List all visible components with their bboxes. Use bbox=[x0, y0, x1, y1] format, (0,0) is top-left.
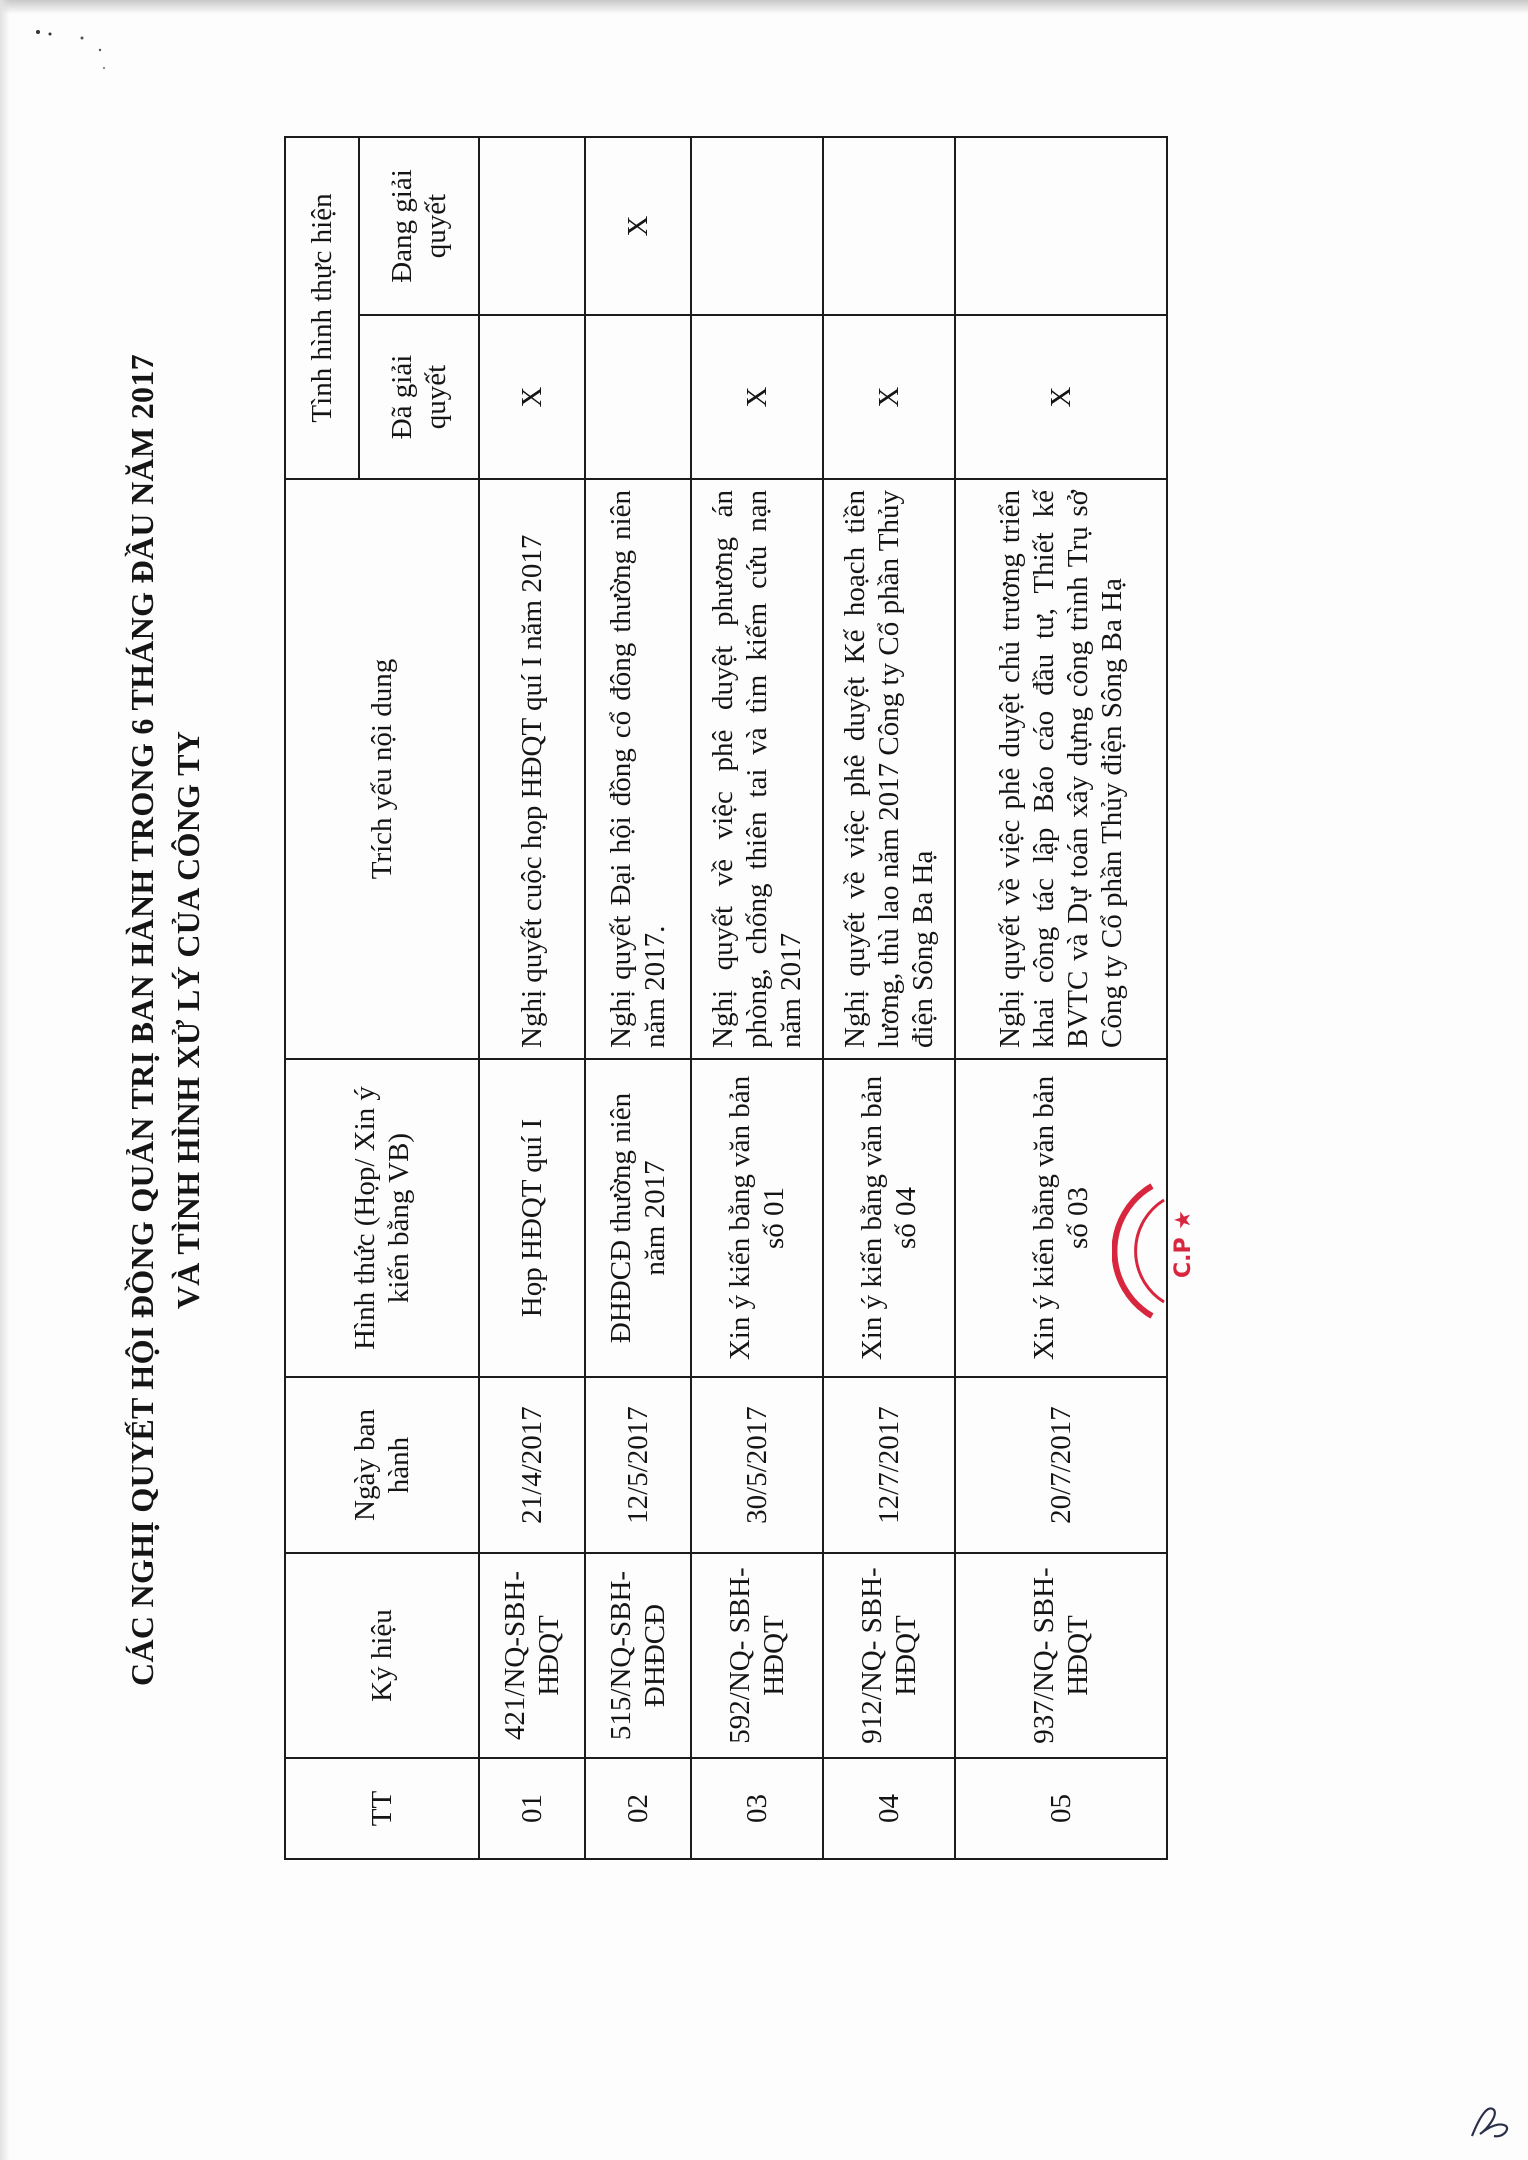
cell-hinh-thuc: Xin ý kiến bằng văn bản số 01 bbox=[691, 1059, 823, 1377]
cell-ky-hieu: 421/NQ-SBH-HĐQT bbox=[479, 1553, 585, 1758]
cell-hinh-thuc: Xin ý kiến bằng văn bản số 03 bbox=[955, 1059, 1167, 1377]
table-row bbox=[823, 137, 955, 1859]
cell-trich-yeu: Nghị quyết về việc phê duyệt phương án phòng, chống thiên tai và tìm kiếm cứu nạn năm 2017 bbox=[691, 479, 823, 1059]
document-title: CÁC NGHỊ QUYẾT HỘI ĐỒNG QUẢN TRỊ BAN HÀNH TRONG 6 THÁNG ĐẦU NĂM 2017 bbox=[124, 354, 160, 1686]
cell-trich-yeu: Nghị quyết cuộc họp HĐQT quí I năm 2017 bbox=[479, 479, 585, 1059]
company-seal-stamp bbox=[1112, 1166, 1282, 1336]
cell-tt: 02 bbox=[585, 1758, 691, 1859]
header-ky-hieu: Ký hiệu bbox=[285, 1553, 479, 1758]
cell-da: X bbox=[823, 315, 955, 479]
header-ngay-ban-hanh: Ngày ban hành bbox=[285, 1377, 479, 1553]
cell-ngay: 20/7/2017 bbox=[955, 1377, 1167, 1553]
cell-trich-yeu: Nghị quyết Đại hội đồng cổ đông thường niên năm 2017. bbox=[585, 479, 691, 1059]
cell-ngay: 21/4/2017 bbox=[479, 1377, 585, 1553]
cell-ngay: 12/5/2017 bbox=[585, 1377, 691, 1553]
cell-ky-hieu: 912/NQ- SBH-HĐQT bbox=[823, 1553, 955, 1758]
cell-tt: 04 bbox=[823, 1758, 955, 1859]
cell-trich-yeu: Nghị quyết về việc phê duyệt Kế hoạch tiền lương, thù lao năm 2017 Công ty Cổ phần Thủy điện Sông Ba Hạ bbox=[823, 479, 955, 1059]
document-subtitle: VÀ TÌNH HÌNH XỬ LÝ CỦA CÔNG TY bbox=[170, 730, 206, 1310]
cell-ky-hieu: 592/NQ- SBH-HĐQT bbox=[691, 1553, 823, 1758]
svg-text:C.P ★: C.P ★ bbox=[1171, 1209, 1196, 1278]
header-tinh-hinh: Tình hình thực hiện bbox=[285, 137, 359, 479]
cell-da: X bbox=[691, 315, 823, 479]
header-trich-yeu: Trích yếu nội dung bbox=[285, 479, 479, 1059]
cell-da bbox=[585, 315, 691, 479]
cell-dang bbox=[479, 137, 585, 315]
cell-hinh-thuc: ĐHĐCĐ thường niên năm 2017 bbox=[585, 1059, 691, 1377]
cell-ngay: 30/5/2017 bbox=[691, 1377, 823, 1553]
cell-da: X bbox=[955, 315, 1167, 479]
cell-tt: 03 bbox=[691, 1758, 823, 1859]
resolutions-table bbox=[284, 136, 1168, 1860]
cell-ky-hieu: 937/NQ- SBH-HĐQT bbox=[955, 1553, 1167, 1758]
cell-hinh-thuc: Họp HĐQT quí I bbox=[479, 1059, 585, 1377]
header-da-giai-quyet: Đã giải quyết bbox=[359, 315, 479, 479]
cell-dang bbox=[955, 137, 1167, 315]
header-dang-giai-quyet: Đang giải quyết bbox=[359, 137, 479, 315]
cell-tt: 05 bbox=[955, 1758, 1167, 1859]
cell-trich-yeu: Nghị quyết về việc phê duyệt chủ trương triển khai công tác lập Báo cáo đầu tư, Thiết kế BVTC và Dự toán xây dựng công trình Trụ sở Công ty Cổ phần Thủy điện Sông Ba Hạ bbox=[955, 479, 1167, 1059]
cell-dang bbox=[691, 137, 823, 315]
cell-hinh-thuc: Xin ý kiến bằng văn bản số 04 bbox=[823, 1059, 955, 1377]
cell-ky-hieu: 515/NQ-SBH-ĐHĐCĐ bbox=[585, 1553, 691, 1758]
table-row bbox=[479, 137, 585, 1859]
header-hinh-thuc: Hình thức (Họp/ Xin ý kiến bằng VB) bbox=[285, 1059, 479, 1377]
cell-da: X bbox=[479, 315, 585, 479]
table-row bbox=[955, 137, 1167, 1859]
cell-tt: 01 bbox=[479, 1758, 585, 1859]
header-tt: TT bbox=[285, 1758, 479, 1859]
table-row bbox=[691, 137, 823, 1859]
cell-ngay: 12/7/2017 bbox=[823, 1377, 955, 1553]
table-row bbox=[585, 137, 691, 1859]
cell-dang bbox=[823, 137, 955, 315]
cell-dang: X bbox=[585, 137, 691, 315]
